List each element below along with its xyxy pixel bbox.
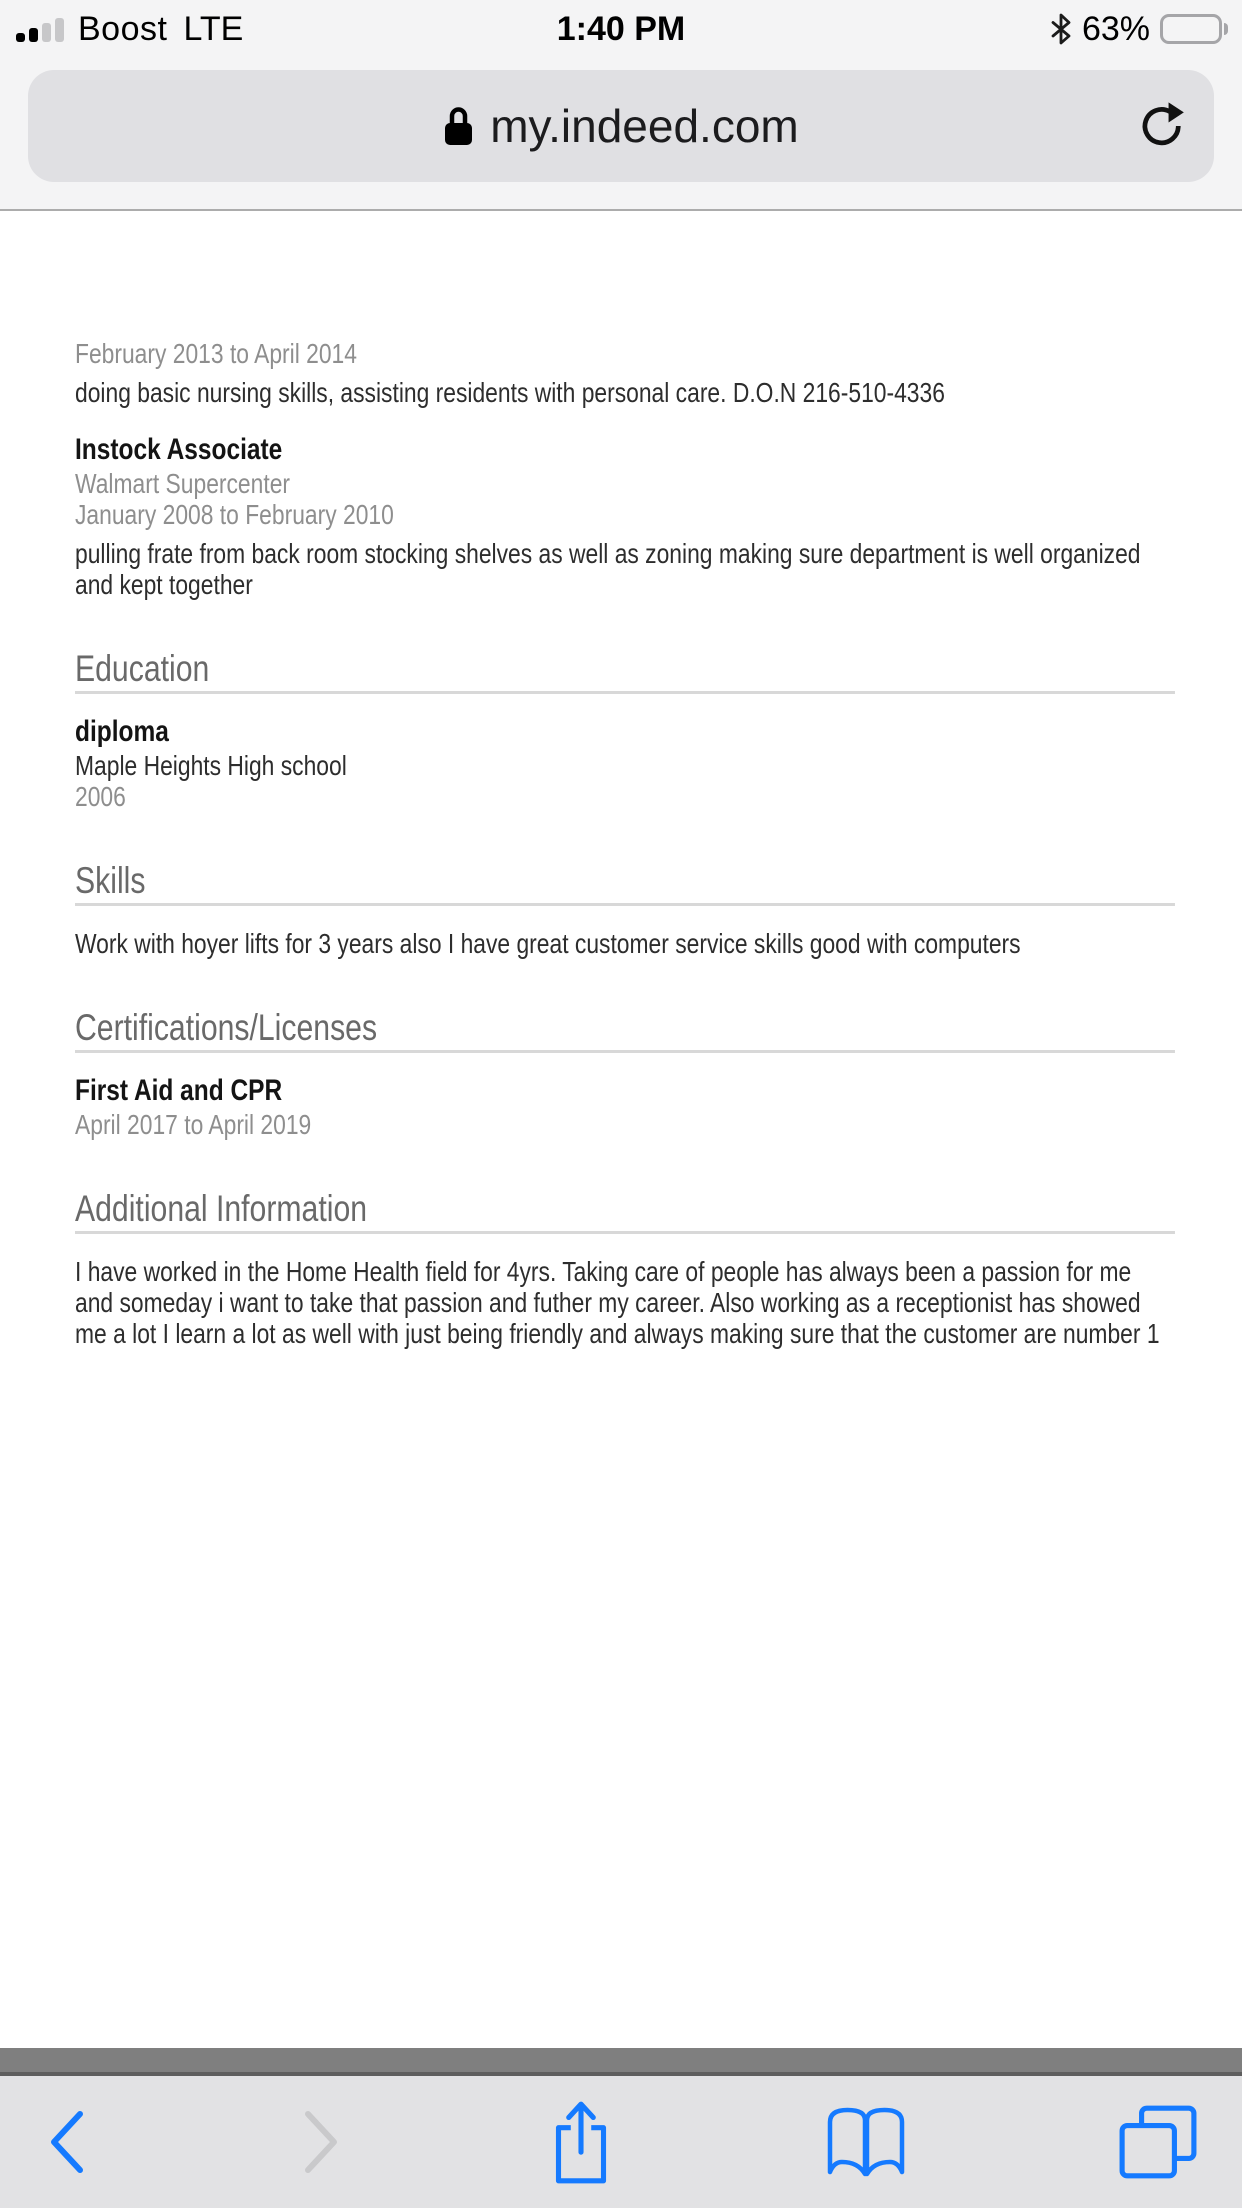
- browser-chrome: [0, 0, 1242, 211]
- previous-job-description: doing basic nursing skills, assisting residents with personal care. D.O.N 216-510-4336: [75, 377, 945, 408]
- certification-dates: April 2017 to April 2019: [75, 1109, 312, 1140]
- address-bar[interactable]: [28, 70, 1214, 182]
- lock-icon: [443, 105, 474, 147]
- section-heading-certifications: Certifications/Licenses: [75, 1006, 1175, 1053]
- skills-text: Work with hoyer lifts for 3 years also I have great customer service skills good with computers: [75, 928, 1021, 959]
- education-degree: diploma: [75, 715, 169, 748]
- education-year: 2006: [75, 781, 126, 812]
- status-clock: 1:40 PM: [556, 9, 686, 48]
- back-button[interactable]: [44, 2109, 92, 2175]
- browser-toolbar: [0, 2076, 1242, 2208]
- forward-button[interactable]: [296, 2109, 344, 2175]
- bluetooth-icon: [1050, 13, 1072, 45]
- status-right: [1050, 0, 1228, 58]
- battery-icon: [1160, 14, 1228, 44]
- tabs-button[interactable]: [1118, 2104, 1198, 2180]
- certification-title: First Aid and CPR: [75, 1074, 283, 1107]
- education-school: Maple Heights High school: [75, 750, 347, 781]
- reload-button[interactable]: [1138, 101, 1188, 151]
- additional-information-text: I have worked in the Home Health field for 4yrs. Taking care of people has always been a passion for me and someday i want to take that passion and futher my career. Also working as a receptionist has showed me a lot I learn a lot as well with just being friendly and always making sure that the customer are number 1: [75, 1256, 1160, 1349]
- network-type-label: LTE: [183, 9, 244, 48]
- job-title: Instock Associate: [75, 433, 283, 466]
- url-text: my.indeed.com: [490, 100, 799, 152]
- section-heading-additional-information: Additional Information: [75, 1187, 1175, 1234]
- page-end-band: [0, 2048, 1242, 2076]
- job-company: Walmart Supercenter: [75, 468, 291, 499]
- job-dates: January 2008 to February 2010: [75, 499, 394, 530]
- battery-percent-label: 63%: [1081, 9, 1150, 48]
- job-description: pulling frate from back room stocking shelves as well as zoning making sure department is well organized and kept together: [75, 538, 1141, 600]
- previous-job-dates: February 2013 to April 2014: [75, 338, 357, 369]
- share-button[interactable]: [548, 2097, 614, 2187]
- section-heading-skills: Skills: [75, 859, 1175, 906]
- resume-page[interactable]: [0, 213, 1242, 2048]
- bookmarks-button[interactable]: [818, 2103, 914, 2181]
- status-bar: [0, 0, 1242, 58]
- carrier-label: Boost: [78, 9, 168, 48]
- section-heading-education: Education: [75, 647, 1175, 694]
